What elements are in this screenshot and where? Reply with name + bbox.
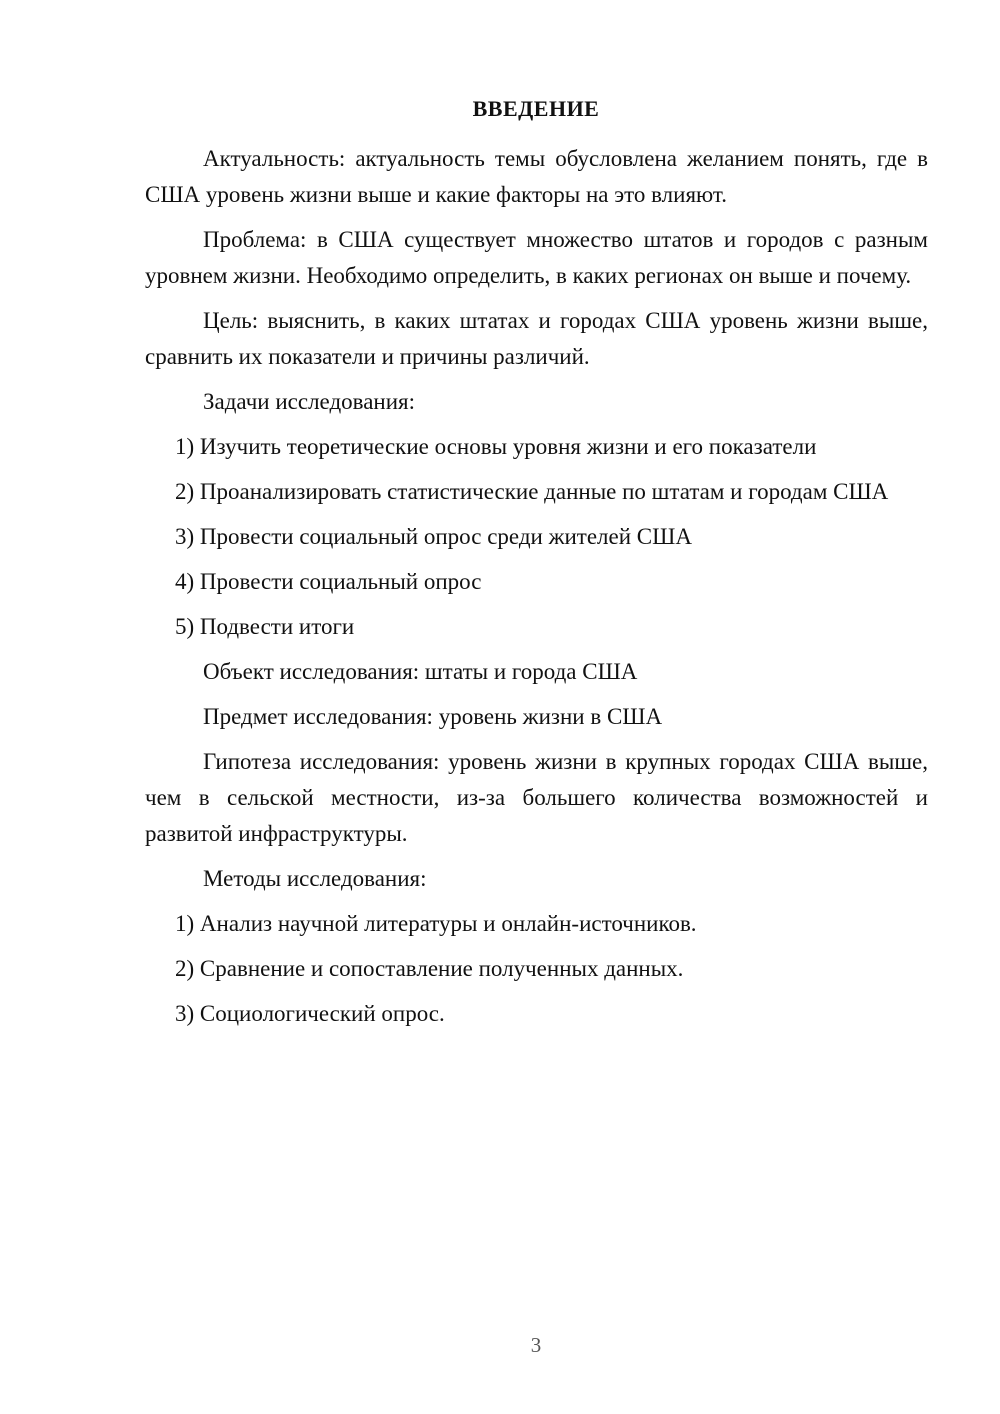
object-paragraph: Объект исследования: штаты и города США	[203, 659, 638, 684]
method-item-3: 3) Социологический опрос.	[175, 1001, 445, 1026]
task-item-2: 2) Проанализировать статистические данные по штатам и городам США	[175, 479, 889, 504]
task-item-3: 3) Провести социальный опрос среди жителей США	[175, 524, 692, 549]
document-body	[145, 141, 928, 1041]
goal-paragraph: Цель: выяснить, в каких штатах и городах США уровень жизни выше, сравнить их показатели и причины различий.	[145, 308, 928, 369]
section-title: ВВЕДЕНИЕ	[472, 96, 600, 121]
task-item-1: 1) Изучить теоретические основы уровня жизни и его показатели	[175, 434, 817, 459]
method-item-1: 1) Анализ научной литературы и онлайн-источников.	[175, 911, 697, 936]
page-number: 3	[530, 1333, 542, 1357]
hypothesis-paragraph: Гипотеза исследования: уровень жизни в крупных городах США выше, чем в сельской местности, из-за большего количества возможностей и развитой инфраструктуры.	[145, 749, 928, 846]
task-item-4: 4) Провести социальный опрос	[175, 569, 482, 594]
problem-paragraph: Проблема: в США существует множество штатов и городов с разным уровнем жизни. Необходимо определить, в каких регионах он выше и почему.	[145, 227, 928, 288]
task-item-5: 5) Подвести итоги	[175, 614, 355, 639]
subject-paragraph: Предмет исследования: уровень жизни в США	[203, 704, 663, 729]
methods-heading: Методы исследования:	[203, 866, 427, 891]
method-item-2: 2) Сравнение и сопоставление полученных данных.	[175, 956, 684, 981]
tasks-heading: Задачи исследования:	[203, 389, 416, 414]
relevance-paragraph: Актуальность: актуальность темы обусловлена желанием понять, где в США уровень жизни выше и какие факторы на это влияют.	[145, 146, 928, 207]
